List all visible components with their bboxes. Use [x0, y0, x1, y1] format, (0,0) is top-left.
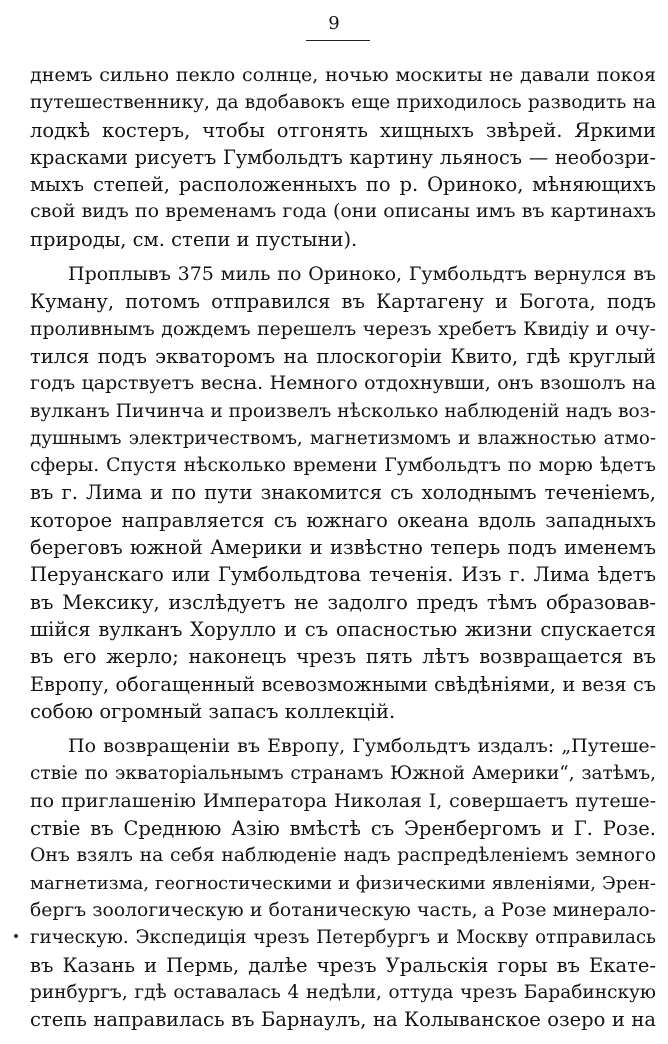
- page-number: 9: [328, 13, 340, 34]
- text-line: по приглашенiю Императора Николая I, совершаетъ путеше-: [30, 789, 656, 812]
- text-line: въ Мексику, изслѣдуетъ не задолго предъ тѣмъ образовав-: [30, 590, 656, 614]
- text-line: шiйся вулканъ Хорулло и съ опасностью жизни спускается: [30, 617, 656, 641]
- text-line: магнетизма, геогностическими и физическими явленiями, Эрен-: [30, 872, 656, 894]
- text-line: которое направляется съ южнаго океана вдоль западныхъ: [30, 508, 656, 532]
- text-line: Европу, обогащенный всевозможными свѣдѣнiями, и везя съ: [30, 672, 656, 696]
- text-line: лодкѣ костеръ, чтобы отгонять хищныхъ звѣрей. Яркими: [30, 118, 656, 142]
- text-line: Перуанскаго или Гумбольдтова теченiя. Изъ г. Лима ѣдетъ: [30, 563, 656, 587]
- text-line: въ Казань и Пермь, далѣе чрезъ Уральскiя горы въ Екатe-: [30, 953, 656, 977]
- text-line: По возвращенiи въ Европу, Гумбольдтъ издалъ: „Путеше-: [68, 735, 656, 758]
- text-line: ринбургъ, гдѣ оставалась 4 недѣли, оттуда чрезъ Барабинскую: [30, 981, 656, 1003]
- text-line: красками рисуетъ Гумбольдтъ картину льяносъ — необозри-: [30, 145, 656, 169]
- text-line: путешественнику, да вдобавокъ еще приходилось разводить на: [30, 92, 656, 114]
- text-line: въ его жерло; наконецъ чрезъ пять лѣтъ возвращается въ: [30, 645, 656, 669]
- text-line: душнымъ электричествомъ, магнетизмомъ и влажностью атмо-: [30, 427, 656, 449]
- text-line: Куману, потомъ отправился въ Картагену и Богота, подъ: [30, 290, 656, 314]
- paragraph-2: [30, 261, 656, 725]
- text-line: ствiе въ Среднюю Азiю вмѣстѣ съ Эренбергомъ и Г. Розе.: [30, 817, 656, 841]
- text-line: степь направилась въ Барнаулъ, на Колыванское озеро и на: [30, 1008, 656, 1032]
- text-line: свой видъ по временамъ года (они описаны имъ въ картинахъ: [30, 200, 656, 223]
- text-line: Проплывъ 375 миль по Ориноко, Гумбольдтъ вернулся въ: [68, 263, 656, 286]
- text-line: Онъ взялъ на себя наблюденiе надъ распредѣленiемъ земного: [30, 845, 656, 867]
- paragraph-3: [30, 733, 656, 1033]
- text-line: тился подъ экваторомъ на плоскогорiи Квито, гдѣ круглый: [30, 344, 656, 368]
- text-line: ствiе по экваторiальнымъ странамъ Южной Америки“, затѣмъ,: [30, 763, 656, 785]
- text-line: береговъ южной Америки и извѣстно теперь подъ именемъ: [30, 536, 656, 560]
- text-line: природы, см. степи и пустыни).: [30, 227, 358, 251]
- text-line: днемъ сильно пекло солнце, ночью москиты не давали покоя: [30, 64, 656, 86]
- text-line: годъ царствуетъ весна. Немного отдохнувши, онъ взошолъ на: [30, 372, 656, 395]
- text-line: гическую. Экспедицiя чрезъ Петербургъ и Москву отправилась: [30, 927, 656, 949]
- margin-dot-mark: [14, 934, 18, 938]
- text-line: мыхъ степей, расположенныхъ по р. Ориноко, мѣняющихъ: [30, 173, 656, 197]
- header-rule: [306, 40, 370, 41]
- text-line: въ г. Лима и по пути знакомится съ холоднымъ теченiемъ,: [30, 481, 656, 505]
- text-line: сферы. Спустя нѣсколько времени Гумбольдтъ по морю ѣдетъ: [30, 455, 656, 477]
- body-text: [30, 62, 656, 1033]
- paragraph-1: [30, 62, 656, 253]
- text-line: собою огромный запасъ коллекцiй.: [30, 699, 396, 723]
- text-line: бергъ зоологическую и ботаническую часть, а Розе минерало-: [30, 899, 656, 921]
- text-line: проливнымъ дождемъ перешелъ черезъ хребетъ Квидiу и очу-: [30, 318, 656, 340]
- text-line: вулканъ Пичинча и произвелъ нѣсколько наблюденiй надъ воз-: [30, 400, 656, 422]
